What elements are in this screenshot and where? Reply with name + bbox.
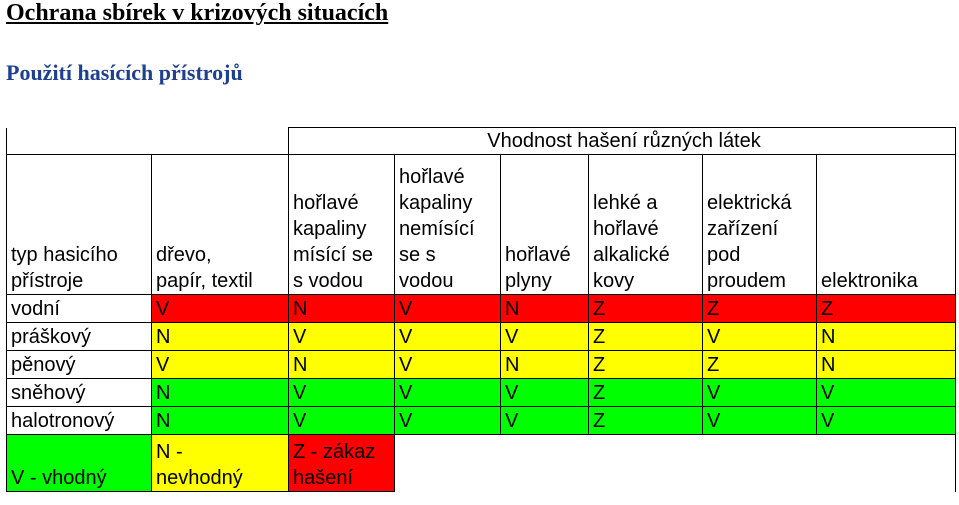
table-cell: V — [817, 379, 956, 407]
table-cell: V — [395, 379, 501, 407]
row-name: vodní — [7, 295, 152, 323]
page-subtitle: Použití hasících přístrojů — [6, 60, 243, 85]
table-cell: N — [152, 323, 289, 351]
table-cell: V — [703, 323, 817, 351]
table-cell: V — [289, 379, 395, 407]
table-cell: V — [501, 407, 589, 435]
legend-n: N - nevhodný — [152, 435, 289, 492]
table-row — [7, 323, 956, 351]
table-cell: V — [289, 407, 395, 435]
column-header-5: lehké a hořlavé alkalické kovy — [589, 155, 703, 295]
table-cell: Z — [703, 351, 817, 379]
legend-row — [7, 435, 956, 492]
column-header-1: dřevo, papír, textil — [152, 155, 289, 295]
table-cell: N — [817, 351, 956, 379]
table-cell: N — [289, 295, 395, 323]
column-header-2: hořlavé kapaliny mísící se s vodou — [289, 155, 395, 295]
table-cell: N — [152, 407, 289, 435]
table-cell: V — [395, 295, 501, 323]
table-cell: V — [395, 351, 501, 379]
table-cell: Z — [589, 379, 703, 407]
row-name: pěnový — [7, 351, 152, 379]
table-cell: Z — [589, 407, 703, 435]
table-cell: V — [501, 379, 589, 407]
column-header-4: hořlavé plyny — [501, 155, 589, 295]
table-cell: V — [395, 407, 501, 435]
row-name: halotronový — [7, 407, 152, 435]
table-cell: V — [395, 323, 501, 351]
table-cell: V — [289, 323, 395, 351]
table-cell: Z — [589, 323, 703, 351]
legend-z: Z - zákaz hašení — [289, 435, 395, 492]
extinguisher-table — [6, 127, 956, 492]
span-header: Vhodnost hašení různých látek — [289, 128, 956, 155]
table-cell: Z — [817, 295, 956, 323]
table-cell: V — [703, 379, 817, 407]
row-name: práškový — [7, 323, 152, 351]
table-cell: V — [501, 323, 589, 351]
column-header-3: hořlavé kapaliny nemísící se s vodou — [395, 155, 501, 295]
table-row — [7, 351, 956, 379]
table-cell: N — [289, 351, 395, 379]
table-row — [7, 379, 956, 407]
table-cell: N — [501, 295, 589, 323]
table-cell: Z — [589, 295, 703, 323]
span-header-row — [7, 128, 956, 155]
legend-v: V - vhodný — [7, 435, 152, 492]
table-cell: V — [703, 407, 817, 435]
table-cell: Z — [589, 351, 703, 379]
table-cell: N — [501, 351, 589, 379]
page-title: Ochrana sbírek v krizových situacích — [6, 0, 389, 26]
table-cell: Z — [703, 295, 817, 323]
row-name: sněhový — [7, 379, 152, 407]
column-header-0: typ hasicího přístroje — [7, 155, 152, 295]
table-row — [7, 407, 956, 435]
column-header-7: elektronika — [817, 155, 956, 295]
table-row — [7, 295, 956, 323]
table-cell: N — [817, 323, 956, 351]
table-cell: N — [152, 379, 289, 407]
table-cell: V — [152, 351, 289, 379]
table-cell: V — [152, 295, 289, 323]
column-header-row — [7, 155, 956, 295]
table-cell: V — [817, 407, 956, 435]
column-header-6: elektrická zařízení pod proudem — [703, 155, 817, 295]
